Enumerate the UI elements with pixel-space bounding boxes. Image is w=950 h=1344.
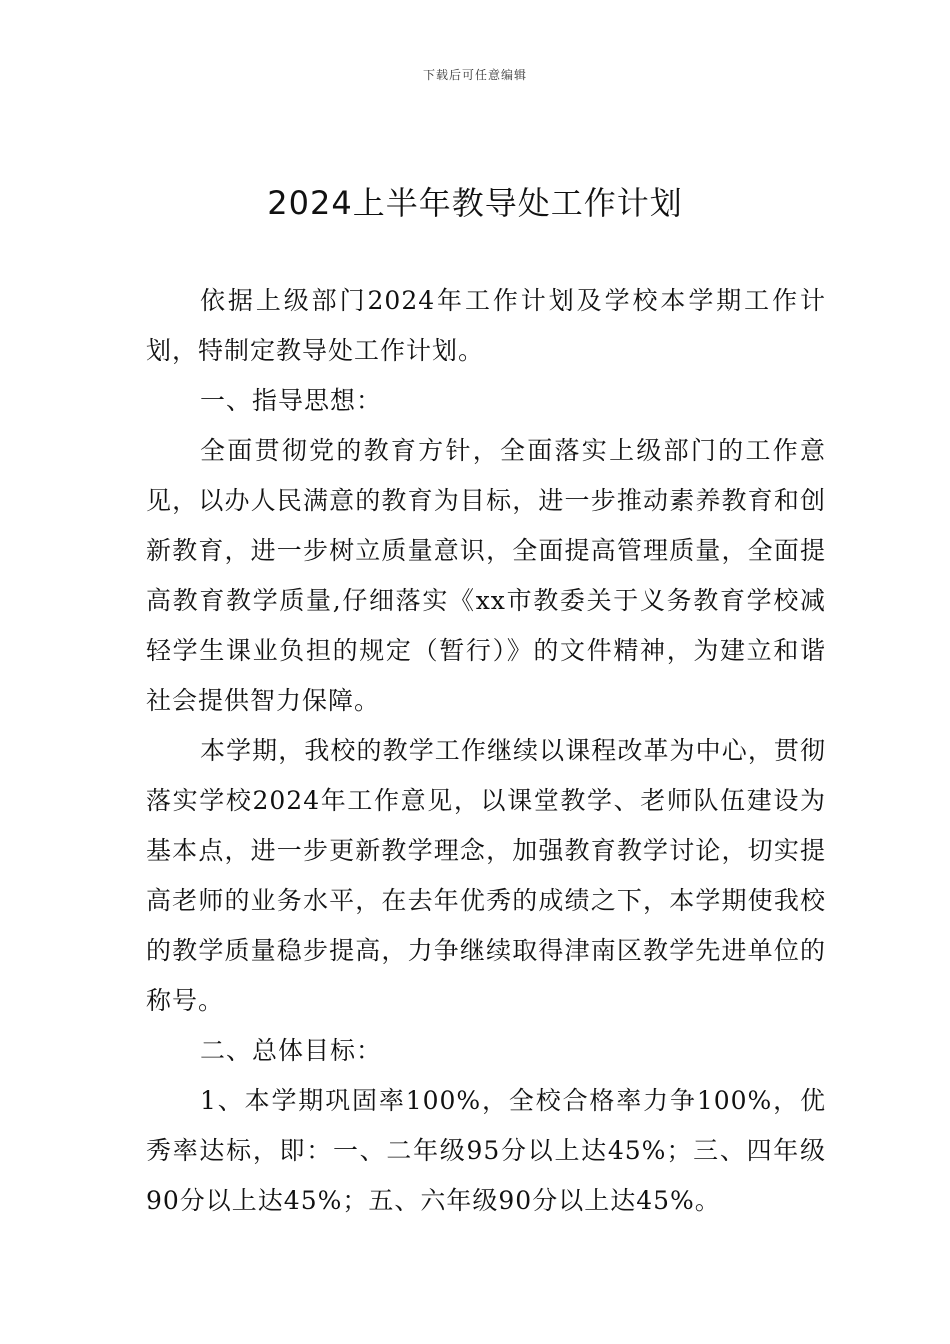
paragraph-goal-1: 1、本学期巩固率100%，全校合格率力争100%，优秀率达标，即：一、二年级95分以上达45%；三、四年级90分以上达45%；五、六年级90分以上达45%。 [146, 1086, 826, 1215]
paragraph-semester-work: 本学期，我校的教学工作继续以课程改革为中心，贯彻落实学校2024年工作意见，以课堂教学、老师队伍建设为基本点，进一步更新教学理念，加强教育教学讨论，切实提高老师的业务水平，在去年优秀的成绩之下，本学期使我校的教学质量稳步提高，力争继续取得津南区教学先进单位的称号。 [146, 736, 826, 1015]
section-heading-guiding-ideology: 一、指导思想： [200, 386, 383, 415]
section-heading-overall-goals: 二、总体目标： [200, 1036, 383, 1065]
header-note: 下载后可任意编辑 [422, 68, 527, 82]
paragraph-guiding-ideology: 全面贯彻党的教育方针，全面落实上级部门的工作意见，以办人民满意的教育为目标，进一步推动素养教育和创新教育，进一步树立质量意识，全面提高管理质量，全面提高教育教学质量,仔细落实《xx市教委关于义务教育学校减轻学生课业负担的规定（暂行）》的文件精神，为建立和谐社会提供智力保障。 [146, 436, 826, 715]
paragraph-intro: 依据上级部门2024年工作计划及学校本学期工作计划，特制定教导处工作计划。 [146, 286, 826, 365]
document-title: 2024上半年教导处工作计划 [267, 184, 683, 222]
document-body [146, 276, 826, 1226]
